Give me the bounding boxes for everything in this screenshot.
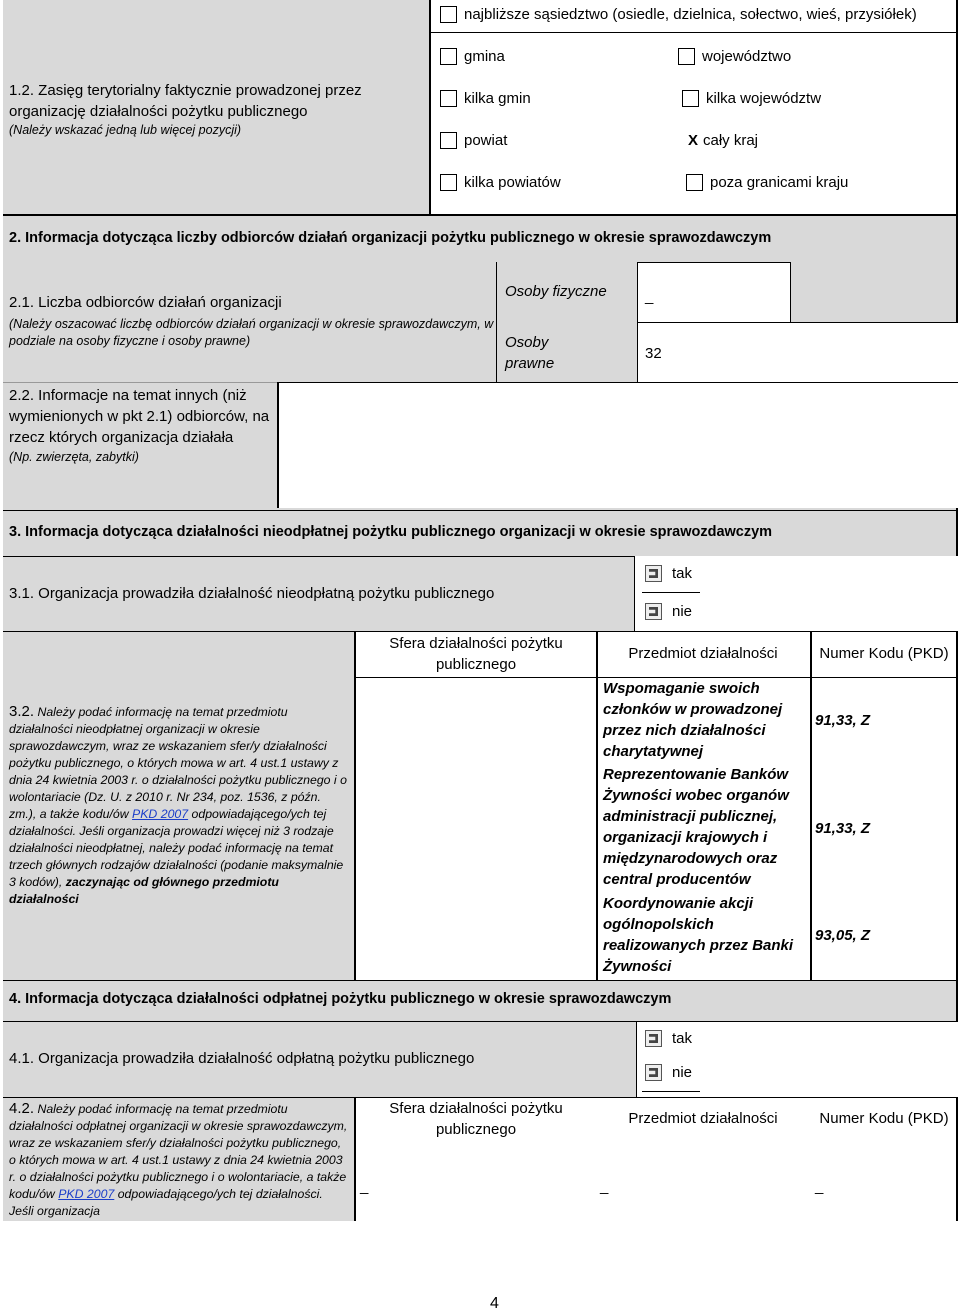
pkd-2007-link-4[interactable]: PKD 2007 [58, 1187, 115, 1201]
sfera-input-area[interactable] [356, 679, 595, 979]
section-2-2-input[interactable] [277, 382, 958, 508]
page-number: 4 [490, 1295, 499, 1312]
option-poza-granicami-label: poza granicami kraju [710, 174, 849, 191]
checkbox-kilka-wojewodztw[interactable] [682, 90, 699, 107]
section-2-2-title: 2.2. Informacje na temat innych (niż wymienionych w pkt 2.1) odbiorców, na rzecz których organizacja działała [9, 387, 270, 446]
section-1-2-note: (Należy wskazać jedną lub więcej pozycji) [9, 123, 242, 137]
section-3-header: 3. Informacja dotycząca działalności nieodpłatnej pożytku publicznego organizacji w okresie sprawozdawczym [9, 524, 773, 540]
przedmiot-row-1: Wspomaganie swoich członków w prowadzonej przez nich działalności charytatywnej [603, 680, 783, 760]
osoby-fizyczne-label: Osoby fizyczne [505, 283, 607, 300]
section-2-1-title: 2.1. Liczba odbiorców działań organizacji [9, 294, 282, 311]
section-3-2-text-c: zaczynając od głównego przedmiotu działalności [9, 875, 279, 906]
option-caly-kraj-label: cały kraj [703, 132, 759, 149]
option-gmina-label: gmina [464, 48, 505, 65]
checkbox-kilka-powiatow[interactable] [440, 174, 457, 191]
section-4-2-text-b: odpowiadającego/ych tej działalności. Jeśli organizacja [9, 1187, 323, 1218]
option-3-1-nie-label: nie [672, 603, 693, 620]
osoby-prawne-value: 32 [645, 345, 662, 362]
sfera-4-value: _ [360, 1178, 369, 1195]
section-2-2-note: (Np. zwierzęta, zabytki) [9, 450, 139, 464]
przedmiot-row-2: Reprezentowanie Banków Żywności wobec organów administracji publicznej, organizacji krajowych i międzynarodowych oraz central producentów [603, 766, 789, 888]
checkbox-powiat[interactable] [440, 132, 457, 149]
checkbox-gmina[interactable] [440, 48, 457, 65]
option-kilka-powiatow-label: kilka powiatów [464, 174, 561, 191]
checkbox-wojewodztwo[interactable] [678, 48, 695, 65]
col-przedmiot-header: Przedmiot działalności [628, 645, 778, 662]
przedmiot-row-3: Koordynowanie akcji ogólnopolskich realizowanych przez Banki Żywności [603, 895, 794, 975]
option-sasiedztwo-label: najbliższe sąsiedztwo (osiedle, dzielnica, sołectwo, wieś, przysiółek) [464, 6, 917, 23]
osoby-prawne-value-cell[interactable] [637, 322, 958, 382]
col4-kod-header: Numer Kodu (PKD) [819, 1110, 949, 1127]
option-wojewodztwo-label: województwo [702, 48, 792, 65]
section-2-header: 2. Informacja dotycząca liczby odbiorców działań organizacji pożytku publicznego w okresie sprawozdawczym [9, 230, 772, 246]
col-sfera-header: Sfera działalności pożytku publicznego [389, 635, 563, 673]
option-kilka-wojewodztw-label: kilka województw [706, 90, 822, 107]
kod-row-1: 91,33, Z [815, 712, 871, 729]
checkbox-4-1-tak[interactable] [645, 1030, 662, 1047]
section-4-2-instructions [9, 1100, 349, 1220]
section-3-1-title: 3.1. Organizacja prowadziła działalność nieodpłatną pożytku publicznego [9, 585, 495, 602]
option-3-1-tak-label: tak [672, 565, 693, 582]
section-4-2-text-a: Należy podać informację na temat przedmiotu działalności odpłatnej organizacji w okresie sprawozdawczym, wraz ze wskazaniem sfer/y działalności pożytku publicznego, o których mowa w art. 4 ust.1 ustawy z dnia 24 kwietnia 2003 r. o działalności pożytku publicznego i o wolontariacie, a także kodu/ów [9, 1102, 348, 1201]
section-3-2-number: 3.2. [9, 703, 35, 720]
kod-row-3: 93,05, Z [815, 927, 871, 944]
checkbox-3-1-tak[interactable] [645, 565, 662, 582]
checkbox-sasiedztwo[interactable] [440, 6, 457, 23]
checkbox-4-1-nie[interactable] [645, 1064, 662, 1081]
section-4-1-title: 4.1. Organizacja prowadziła działalność odpłatną pożytku publicznego [9, 1050, 475, 1067]
option-4-1-nie-label: nie [672, 1064, 693, 1081]
kod-row-2: 91,33, Z [815, 820, 871, 837]
option-powiat-label: powiat [464, 132, 508, 149]
option-kilka-gmin-label: kilka gmin [464, 90, 531, 107]
osoby-fizyczne-value-cell[interactable] [637, 262, 791, 322]
section-2-1-note: (Należy oszacować liczbę odbiorców działań organizacji w okresie sprawozdawczym, w podziale na osoby fizyczne i osoby prawne) [9, 317, 494, 348]
kod-4-value: _ [815, 1178, 824, 1195]
section-3-2-text-a: Należy podać informację na temat przedmiotu działalności nieodpłatnej organizacji w okresie sprawozdawczym, wraz ze wskazaniem sfer/y działalności pożytku publicznego, o których mowa w art. 4 ust.1 ustawy z dnia 24 kwietnia 2003 r. o działalności pożytku publicznego i o wolontariacie (Dz. U. z 2010 r. Nr 234, poz. 1536, z późn. zm.), a także kodu/ów [9, 705, 347, 821]
col-kod-header: Numer Kodu (PKD) [819, 645, 949, 662]
section-3-2-instructions [9, 703, 349, 908]
section-3-2-text-b: odpowiadającego/ych tej działalności. Jeśli organizacja prowadzi więcej niż 3 rodzaje działalności nieodpłatnej, należy podać informację na temat trzech głównych rodzajów działalności (podanie maksymalnie 3 kodów), [9, 807, 344, 889]
section-1-2-title: 1.2. Zasięg terytorialny faktycznie prowadzonej przez organizację działalności pożytku publicznego [9, 82, 362, 120]
checkbox-kilka-gmin[interactable] [440, 90, 457, 107]
checkbox-poza-granicami[interactable] [686, 174, 703, 191]
section-4-2-number: 4.2. [9, 1100, 35, 1117]
option-4-1-tak-label: tak [672, 1030, 693, 1047]
col4-sfera-header: Sfera działalności pożytku publicznego [389, 1100, 563, 1138]
col4-przedmiot-header: Przedmiot działalności [628, 1110, 778, 1127]
checkbox-3-1-nie[interactable] [645, 603, 662, 620]
pkd-2007-link-3[interactable]: PKD 2007 [132, 807, 189, 821]
osoby-fizyczne-value: _ [645, 288, 654, 305]
osoby-prawne-label: Osoby prawne [505, 334, 555, 372]
przedmiot-4-value: _ [600, 1178, 609, 1195]
section-4-header: 4. Informacja dotycząca działalności odpłatnej pożytku publicznego w okresie sprawozdawczym [9, 991, 672, 1007]
checkbox-caly-kraj-mark[interactable]: X [688, 132, 699, 149]
